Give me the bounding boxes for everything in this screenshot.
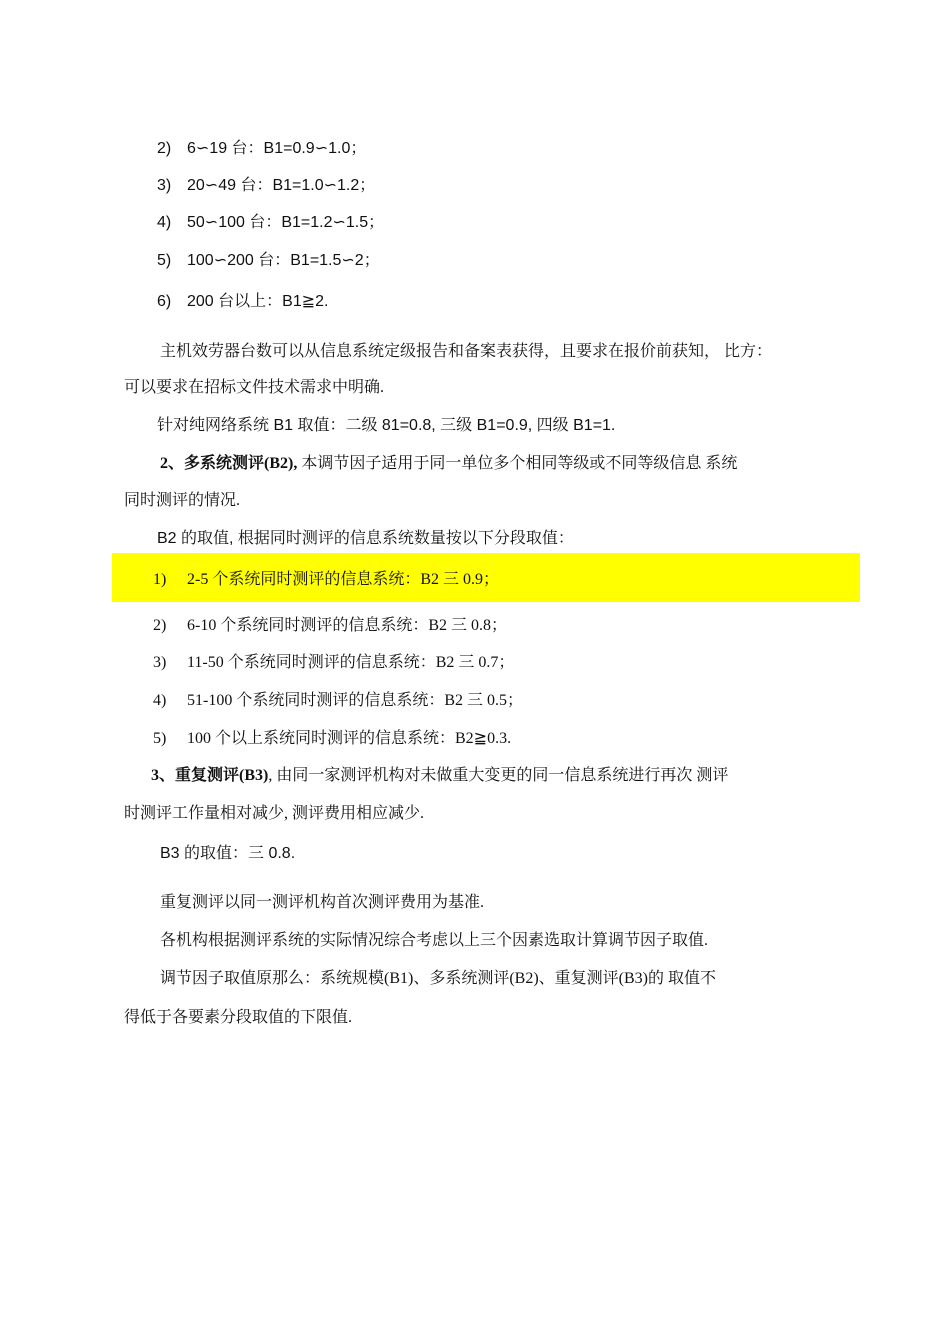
b2-list-item	[153, 690, 523, 712]
paragraph-server-line2: 可以要求在招标文件技术需求中明确.	[124, 379, 385, 396]
list-number: 3)	[157, 177, 172, 194]
list-text: 6∽19 台：B1=0.9∽1.0；	[187, 140, 367, 157]
paragraph-principle-line1: 调节因子取值原那么：系统规模(B1)、多系统测评(B2)、重复测评(B3)的 取值不	[160, 970, 716, 987]
section3-text: , 由同一家测评机构对未做重大变更的同一信息系统进行再次 测评	[268, 767, 729, 784]
list-number: 5)	[157, 252, 172, 269]
list-text: 100∽200 台：B1=1.5∽2；	[187, 252, 380, 269]
b1-list-item	[157, 212, 384, 234]
list-number: 4)	[157, 214, 172, 231]
b3-value: B3 的取值：三 0.8.	[160, 845, 296, 862]
list-text: 100 个以上系统同时测评的信息系统：B2≧0.3.	[187, 730, 512, 747]
list-number: 3)	[153, 654, 167, 671]
section3-line1	[151, 765, 728, 787]
list-number: 2)	[153, 617, 167, 634]
b2-list-item	[153, 615, 507, 637]
list-text: 6-10 个系统同时测评的信息系统：B2 三 0.8；	[187, 617, 508, 634]
b1-list-item	[157, 250, 380, 272]
b1-list-item	[157, 175, 375, 197]
b2-list-item	[153, 652, 514, 674]
paragraph-principle-line2: 得低于各要素分段取值的下限值.	[124, 1009, 353, 1026]
section2-text: 本调节因子适用于同一单位多个相同等级或不同等级信息 系统	[297, 455, 738, 472]
b2-intro: B2 的取值, 根据同时测评的信息系统数量按以下分段取值：	[157, 530, 574, 547]
list-text: 51-100 个系统同时测评的信息系统：B2 三 0.5；	[187, 692, 524, 709]
b2-list-item	[153, 728, 511, 750]
list-text: 2-5 个系统同时测评的信息系统：B2 三 0.9；	[187, 571, 500, 588]
paragraph-network: 针对纯网络系统 B1 取值：二级 81=0.8, 三级 B1=0.9, 四级 B1=1.	[157, 417, 616, 434]
b1-list-item	[157, 291, 328, 313]
paragraph-baseline: 重复测评以同一测评机构首次测评费用为基准.	[160, 894, 485, 911]
section2-line2: 同时测评的情况.	[124, 492, 241, 509]
section3-heading: 3、重复测评(B3)	[151, 767, 269, 784]
list-text: 11-50 个系统同时测评的信息系统：B2 三 0.7；	[187, 654, 515, 671]
list-text: 20∽49 台：B1=1.0∽1.2；	[187, 177, 376, 194]
b1-list-item	[157, 138, 366, 160]
list-number: 5)	[153, 730, 167, 747]
list-number: 6)	[157, 293, 172, 310]
section2-heading: 2、多系统测评(B2),	[160, 455, 298, 472]
list-text: 200 台以上：B1≧2.	[187, 293, 329, 310]
section2-line1	[160, 453, 737, 475]
list-number: 4)	[153, 692, 167, 709]
paragraph-server-line1: 主机效劳器台数可以从信息系统定级报告和备案表获得，且要求在报价前获知， 比方：	[160, 343, 773, 360]
list-text: 50∽100 台：B1=1.2∽1.5；	[187, 214, 385, 231]
paragraph-institutions: 各机构根据测评系统的实际情况综合考虑以上三个因素选取计算调节因子取值.	[160, 932, 709, 949]
list-number: 1)	[153, 571, 167, 588]
b2-list-item-highlighted	[153, 569, 499, 591]
list-number: 2)	[157, 140, 172, 157]
section3-line2: 时测评工作量相对减少, 测评费用相应减少.	[124, 805, 425, 822]
